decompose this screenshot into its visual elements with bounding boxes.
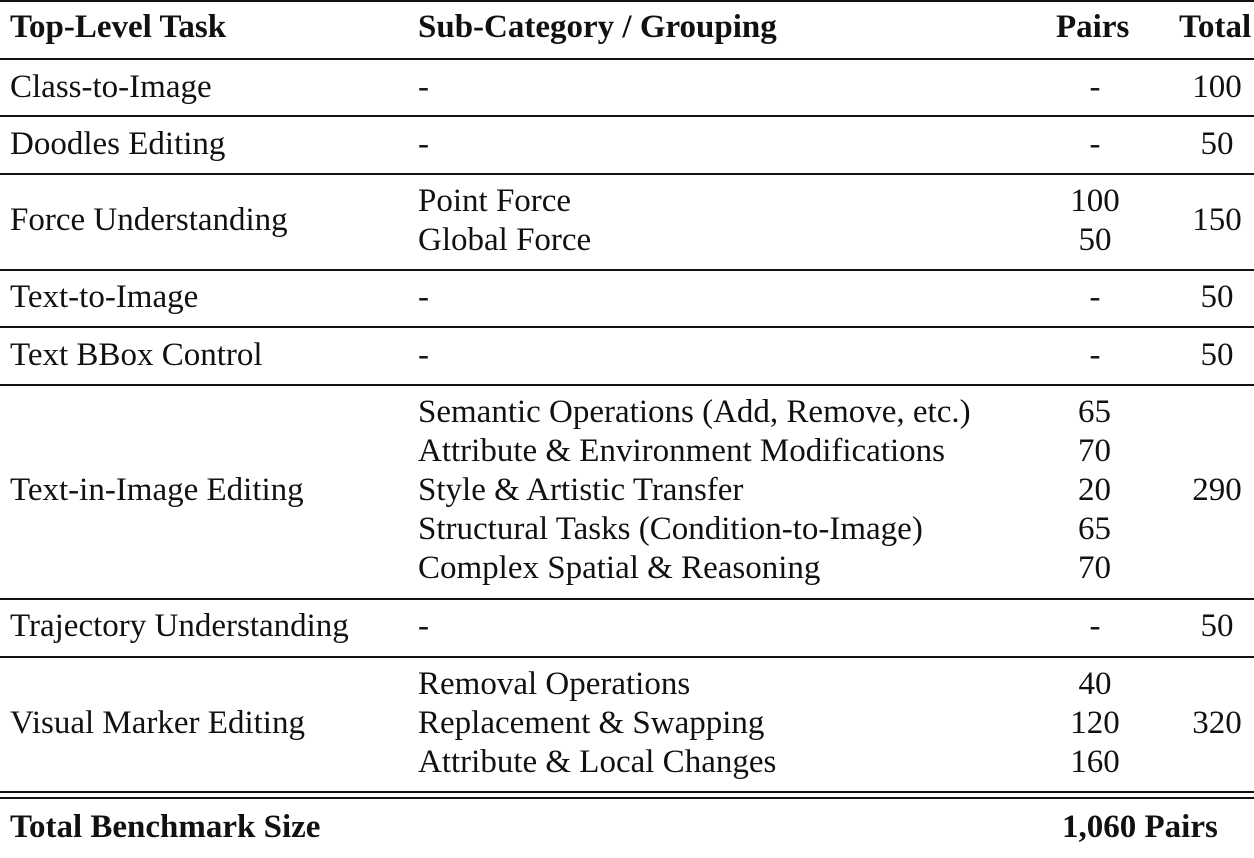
row-sub-category-list [418,665,776,782]
row-pairs: 120 [1070,705,1120,741]
row-sub-category: - [418,69,429,105]
row-sub-category-list [418,393,971,588]
table-row [0,125,1254,164]
row-sub-category: Point Force [418,183,572,219]
row-task: Force Understanding [10,202,288,238]
row-pairs: 70 [1078,433,1111,469]
header-task: Top-Level Task [10,9,227,45]
row-sub-category: Attribute & Local Changes [418,744,777,780]
row-task: Text-in-Image Editing [10,472,304,508]
row-total: 100 [1192,69,1242,105]
row-sub-category: Style & Artistic Transfer [418,472,744,508]
row-pairs: 100 [1070,183,1120,219]
table-row [0,393,1254,588]
table-header [0,8,1254,48]
row-total: 150 [1192,202,1242,238]
row-total: 50 [1200,126,1234,162]
total-double-rule-bottom [0,797,1254,799]
row-pairs: 40 [1078,666,1112,702]
row-sub-category: - [418,279,429,315]
table-row [0,665,1254,782]
row-pairs: - [1089,608,1101,644]
table-footer [0,808,1254,848]
header-rule [0,58,1254,60]
row-pairs: 65 [1078,394,1111,430]
row-pairs: 65 [1078,511,1111,547]
table-row [0,336,1254,375]
total-value: 1,060 Pairs [1062,809,1218,845]
row-total: 50 [1200,608,1234,644]
row-sub-category: - [418,337,429,373]
row-rule [0,384,1254,386]
row-total: 290 [1192,472,1242,508]
row-sub-category: Complex Spatial & Reasoning [418,550,821,586]
header-total: Total [1179,9,1252,45]
row-task: Doodles Editing [10,126,226,162]
top-rule [0,0,1254,2]
total-label: Total Benchmark Size [10,809,321,845]
row-pairs: - [1089,69,1101,105]
row-rule [0,115,1254,117]
header-pairs: Pairs [1056,9,1130,45]
row-pairs: 160 [1070,744,1120,780]
row-sub-category: Replacement & Swapping [418,705,765,741]
row-sub-category: - [418,608,429,644]
total-double-rule-top [0,791,1254,793]
row-sub-category-list [418,182,591,260]
row-pairs: 50 [1078,222,1112,258]
row-total: 50 [1200,279,1234,315]
table-row [0,607,1254,646]
row-pairs-list [1030,182,1160,260]
row-sub-category: - [418,126,429,162]
table-row [0,278,1254,317]
row-task: Class-to-Image [10,69,212,105]
row-total: 320 [1192,705,1242,741]
row-rule [0,598,1254,600]
row-rule [0,173,1254,175]
row-sub-category: Global Force [418,222,592,258]
row-pairs-list [1030,665,1160,782]
row-task: Visual Marker Editing [10,705,305,741]
row-task: Trajectory Understanding [10,608,349,644]
row-sub-category: Attribute & Environment Modifications [418,433,946,469]
row-sub-category: Structural Tasks (Condition-to-Image) [418,511,923,547]
row-pairs: - [1089,337,1101,373]
row-pairs-list [1078,393,1111,588]
row-sub-category: Removal Operations [418,666,691,702]
row-pairs: 70 [1078,550,1111,586]
row-rule [0,326,1254,328]
row-pairs: 20 [1078,472,1111,508]
row-task: Text-to-Image [10,279,199,315]
row-pairs: - [1089,279,1101,315]
row-total: 50 [1200,337,1234,373]
table-row [0,68,1254,107]
table-row [0,182,1254,260]
row-sub-category: Semantic Operations (Add, Remove, etc.) [418,394,971,430]
row-rule [0,656,1254,658]
row-task: Text BBox Control [10,337,263,373]
row-rule [0,269,1254,271]
header-sub-category: Sub-Category / Grouping [418,9,777,45]
row-pairs: - [1089,126,1101,162]
